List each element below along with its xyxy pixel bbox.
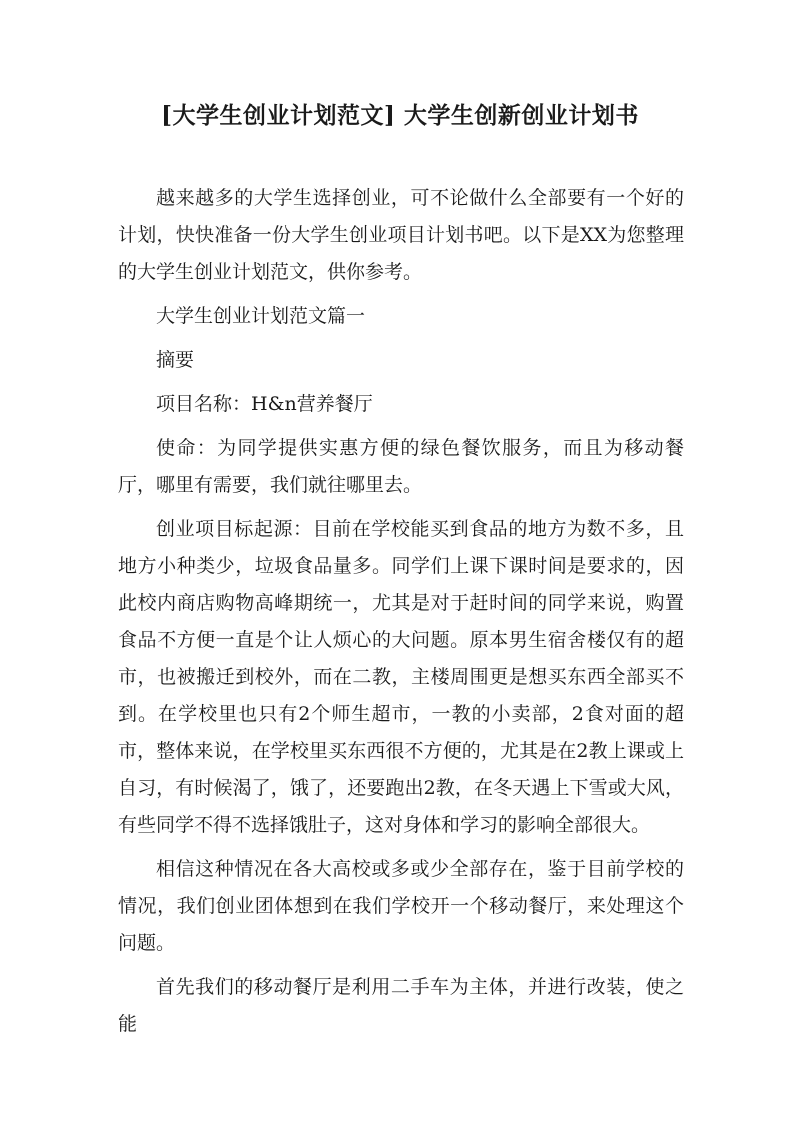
paragraph-origin: 创业项目标起源：目前在学校能买到食品的地方为数不多，且地方小种类少，垃圾食品量多。同学们上课下课时间是要求的，因此校内商店购物高峰期统一，尤其是对于赶时间的同学来说，购置食品不方便一直是个让人烦心的大问题。原本男生宿舍楼仅有的超市，也被搬迁到校外，而在二教，主楼周围更是想买东西全部买不到。在学校里也只有2个师生超市，一教的小卖部，2食对面的超市，整体来说，在学校里买东西很不方便的，尤其是在2教上课或上自习，有时候渴了，饿了，还要跑出2教，在冬天遇上下雪或大风，有些同学不得不选择饿肚子，这对身体和学习的影响全部很大。 [118,518,684,836]
paragraph-first: 首先我们的移动餐厅是利用二手车为主体，并进行改装，使之能 [118,976,684,1035]
document-body [118,180,684,1050]
paragraph-mission: 使命：为同学提供实惠方便的绿色餐饮服务，而且为移动餐厅，哪里有需要，我们就往哪里去。 [118,437,684,496]
paragraph-project-name: 项目名称：H&n营养餐厅 [156,393,373,415]
paragraph-section-heading: 大学生创业计划范文篇一 [156,305,366,327]
paragraph-belief: 相信这种情况在各大高校或多或少全部存在，鉴于目前学校的情况，我们创业团体想到在我们学校开一个移动餐厅，来处理这个问题。 [118,858,684,954]
paragraph-abstract-heading: 摘要 [156,349,195,371]
document-title: [大学生创业计划范文] 大学生创新创业计划书 [161,102,639,129]
paragraph-intro: 越来越多的大学生选择创业，可不论做什么全部要有一个好的计划，快快准备一份大学生创业项目计划书吧。以下是XX为您整理的大学生创业计划范文，供你参考。 [118,187,684,283]
